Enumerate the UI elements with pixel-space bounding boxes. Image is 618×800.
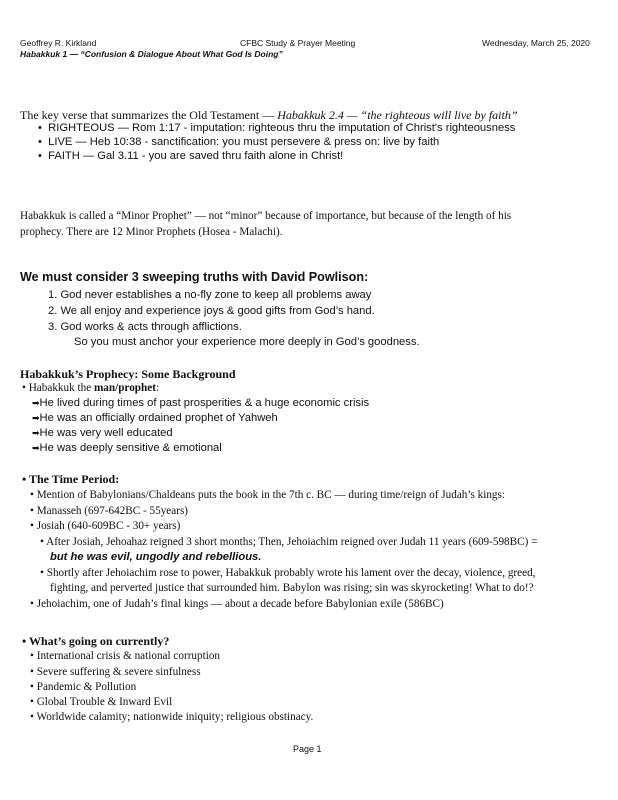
- time-subitem-2: • Shortly after Jehoiachim rose to power, Habakkuk probably wrote his lament over the decay, violence, greed,: [40, 567, 536, 579]
- author-name: Geoffrey R. Kirkland: [20, 38, 97, 48]
- key-verse-bullet-1: • RIGHTEOUS — Rom 1:17 - imputation: righteous thru the imputation of Christ's righteousness: [38, 122, 516, 134]
- key-verse-intro: The key verse that summarizes the Old Testament —: [20, 108, 278, 122]
- page-number: Page 1: [293, 744, 322, 754]
- minor-prophet-line-1: Habakkuk is called a “Minor Prophet” — not “minor” because of importance, but because of the length of his: [20, 210, 512, 222]
- bullet-icon: •: [30, 681, 34, 693]
- bullet-icon: •: [38, 150, 42, 162]
- truths-heading: We must consider 3 sweeping truths with David Powlison:: [20, 270, 369, 284]
- bullet-icon: •: [30, 696, 34, 708]
- truth-item-1: 1. God never establishes a no-fly zone to keep all problems away: [48, 289, 372, 301]
- background-heading: Habakkuk’s Prophecy: Some Background: [20, 367, 236, 381]
- bullet-icon: •: [30, 489, 34, 501]
- arrow-right-icon: ➡: [32, 444, 40, 454]
- bullet-icon: •: [30, 598, 34, 610]
- bullet-icon: •: [40, 536, 44, 548]
- minor-prophet-line-2: prophecy. There are 12 Minor Prophets (Hosea - Malachi).: [20, 226, 283, 238]
- current-item-3: • Pandemic & Pollution: [30, 681, 137, 693]
- key-verse-line: [20, 108, 518, 123]
- arrow-right-icon: ➡: [32, 399, 40, 409]
- current-item-2: • Severe suffering & severe sinfulness: [30, 666, 201, 678]
- key-verse-bullet-3: • FAITH — Gal 3.11 - you are saved thru faith alone in Christ!: [38, 150, 344, 162]
- current-item-1: • International crisis & national corruption: [30, 650, 221, 662]
- time-period-heading: • The Time Period:: [22, 472, 120, 486]
- background-arrow-4: ➡He was deeply sensitive & emotional: [32, 442, 222, 454]
- document-subtitle: Habakkuk 1 — “Confusion & Dialogue About What God Is Doing”: [20, 49, 283, 59]
- bullet-icon: •: [30, 650, 34, 662]
- truth-item-3: 3. God works & acts through afflictions.: [48, 321, 242, 333]
- background-arrow-3: ➡He was very well educated: [32, 427, 173, 439]
- key-verse-ref: Habakkuk 2.4 — “the righteous will live by faith”: [277, 108, 518, 122]
- time-item-3: • Josiah (640-609BC - 30+ years): [30, 520, 181, 532]
- current-heading: • What’s going on currently?: [22, 634, 170, 648]
- bullet-icon: •: [30, 711, 34, 723]
- bullet-icon: •: [40, 567, 44, 579]
- current-item-4: • Global Trouble & Inward Evil: [30, 696, 173, 708]
- time-subitem-1-emphasis: but he was evil, ungodly and rebellious.: [50, 551, 262, 563]
- bullet-icon: •: [38, 122, 42, 134]
- bullet-icon: •: [22, 634, 27, 648]
- document-date: Wednesday, March 25, 2020: [482, 38, 590, 48]
- key-verse-bullet-2: • LIVE — Heb 10:38 - sanctification: you must persevere & press on: live by faith: [38, 136, 440, 148]
- time-item-2: • Manasseh (697-642BC - 55years): [30, 505, 189, 517]
- truth-item-2: 2. We all enjoy and experience joys & good gifts from God’s hand.: [48, 305, 375, 317]
- bullet-icon: •: [30, 666, 34, 678]
- bullet-icon: •: [38, 136, 42, 148]
- background-man-line: • Habakkuk the man/prophet:: [22, 382, 160, 394]
- time-item-last: • Jehoiachim, one of Judah’s final kings — about a decade before Babylonian exile (586BC): [30, 598, 444, 610]
- bullet-icon: •: [22, 472, 27, 486]
- current-item-5: • Worldwide calamity; nationwide iniquity; religious obstinacy.: [30, 711, 314, 723]
- background-arrow-2: ➡He was an officially ordained prophet of Yahweh: [32, 412, 278, 424]
- bullet-icon: •: [30, 520, 34, 532]
- arrow-right-icon: ➡: [32, 429, 40, 439]
- truths-follow: So you must anchor your experience more deeply in God’s goodness.: [74, 336, 420, 348]
- bullet-icon: •: [22, 382, 26, 394]
- time-subitem-1: • After Josiah, Jehoahaz reigned 3 short months; Then, Jehoiachim reigned over Judah 11 years (609-598BC) =: [40, 536, 538, 548]
- time-subitem-2-cont: fighting, and perverted justice that surrounded him. Babylon was rising; sin was skyrocketing! What to do!?: [50, 582, 534, 594]
- arrow-right-icon: ➡: [32, 414, 40, 424]
- background-arrow-1: ➡He lived during times of past prosperities & a huge economic crisis: [32, 397, 370, 409]
- event-name: CFBC Study & Prayer Meeting: [240, 38, 356, 48]
- bullet-icon: •: [30, 505, 34, 517]
- time-item-1: • Mention of Babylonians/Chaldeans puts the book in the 7th c. BC — during time/reign of Judah’s kings:: [30, 489, 505, 501]
